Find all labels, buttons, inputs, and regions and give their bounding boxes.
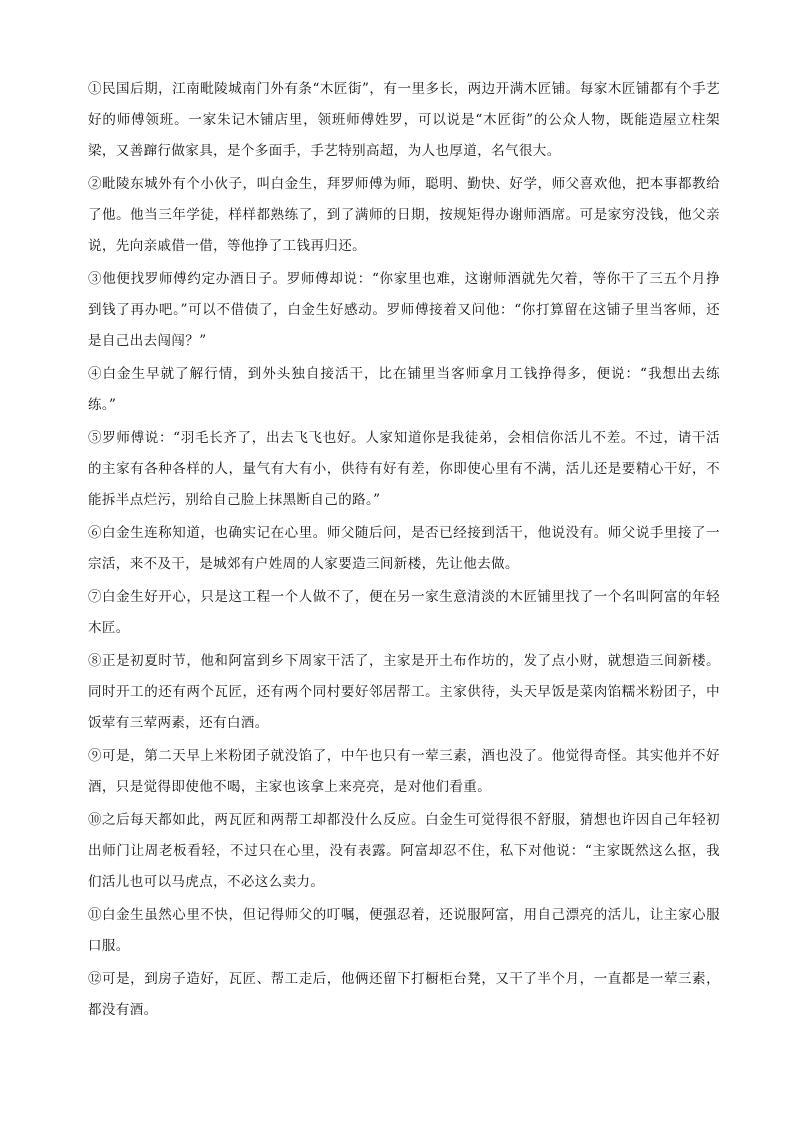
paragraph-12: ⑫可是，到房子造好，瓦匠、帮工走后，他俩还留下打橱柜台凳，又干了半个月，一直都是一荤三素，都没有酒。 bbox=[88, 971, 720, 1018]
paragraph-7: ⑦白金生好开心，只是这工程一个人做不了，便在另一家生意清淡的木匠铺里找了一个名叫阿富的年轻木匠。 bbox=[88, 589, 720, 636]
paragraph-8: ⑧正是初夏时节，他和阿富到乡下周家干活了，主家是开土布作坊的，发了点小财，就想造三间新楼。同时开工的还有两个瓦匠，还有两个同村要好邻居帮工。主家供待，头天早饭是菜肉馅糯米粉团子，中饭荤有三荤两素，还有白酒。 bbox=[88, 653, 720, 731]
paragraph-5: ⑤罗师傅说：“羽毛长齐了，出去飞飞也好。人家知道你是我徒弟，会相信你活儿不差。不过，请干活的主家有各种各样的人，量气有大有小，供待有好有差，你即使心里有不满，活儿还是要精心干好，不能拆半点烂污，别给自己脸上抹黑断自己的路。” bbox=[88, 430, 720, 508]
story-text bbox=[88, 74, 720, 1028]
paragraph-1: ①民国后期，江南毗陵城南门外有条“木匠街”，有一里多长，两边开满木匠铺。每家木匠铺都有个手艺好的师傅领班。一家朱记木铺店里，领班师傅姓罗，可以说是“木匠街”的公众人物，既能造屋立柱架梁，又善蹿行做家具，是个多面手，手艺特别高超，为人也厚道，名气很大。 bbox=[88, 81, 720, 159]
paragraph-10: ⑩之后每天都如此，两瓦匠和两帮工却都没什么反应。白金生可觉得很不舒服，猜想也许因自己年轻初出师门让周老板看轻，不过只在心里，没有表露。阿富却忍不住，私下对他说：“主家既然这么抠，我们活儿也可以马虎点，不必这么卖力。 bbox=[88, 812, 720, 890]
paragraph-2: ②毗陵东城外有个小伙子，叫白金生，拜罗师傅为师，聪明、勤快、好学，师父喜欢他，把本事都教给了他。他当三年学徒，样样都熟练了，到了满师的日期，按规矩得办谢师酒席。可是家穷没钱，他父亲说，先向亲戚借一借，等他挣了工钱再归还。 bbox=[88, 176, 720, 254]
paragraph-4: ④白金生早就了解行情，到外头独自接活干，比在铺里当客师拿月工钱挣得多，便说：“我想出去练练。” bbox=[88, 366, 720, 413]
paragraph-11: ⑪白金生虽然心里不快，但记得师父的叮嘱，便强忍着，还说服阿富，用自己漂亮的活儿，让主家心服口服。 bbox=[88, 907, 720, 954]
paragraph-9: ⑨可是，第二天早上米粉团子就没馅了，中午也只有一荤三素，酒也没了。他觉得奇怪。其实他并不好酒，只是觉得即使他不喝，主家也该拿上来亮亮，是对他们看重。 bbox=[88, 748, 720, 795]
paragraph-3: ③他便找罗师傅约定办酒日子。罗师傅却说：“你家里也难，这谢师酒就先欠着，等你干了三五个月挣到钱了再办吧。”可以不借债了，白金生好感动。罗师傅接着又问他：“你打算留在这铺子里当客师，还是自己出去闯闯？” bbox=[88, 271, 720, 349]
paragraph-6: ⑥白金生连称知道，也确实记在心里。师父随后问，是否已经接到活干，他说没有。师父说手里接了一宗活，来不及干，是城郊有户姓周的人家要造三间新楼，先让他去做。 bbox=[88, 525, 720, 572]
